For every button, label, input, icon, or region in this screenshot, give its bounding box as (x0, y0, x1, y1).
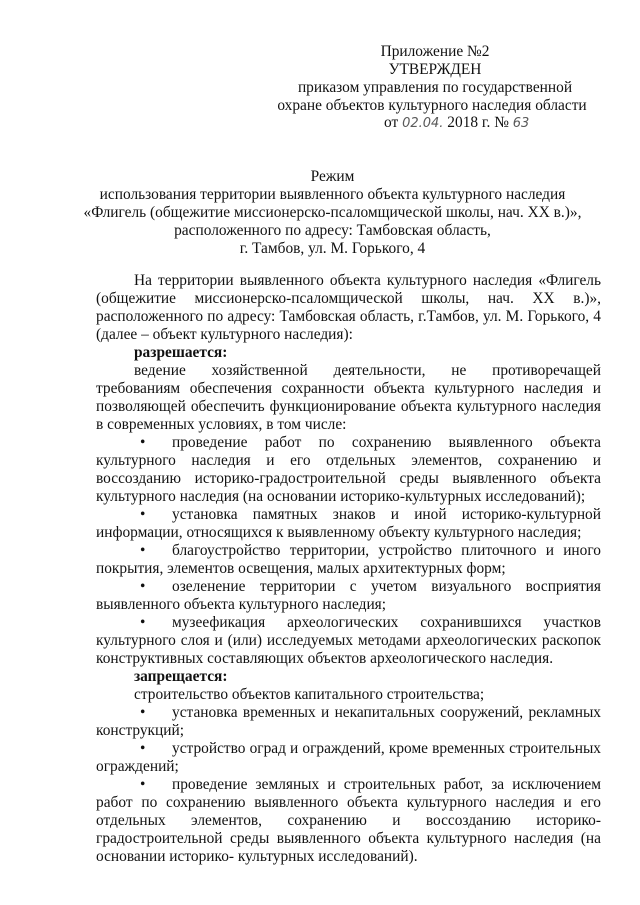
approved-label: УТВЕРЖДЕН (388, 61, 482, 78)
allowed-bullet-text: благоустройство территории, устройство плиточного и иного покрытия, элементов освещения, малых архитектурных форм; (96, 542, 601, 577)
allowed-bullet-text: музеефикация археологических сохранившихся участков культурного слоя и (или) исследуемых методами археологических раскопок конструктивных составляющих объектов археологического наследия. (96, 614, 601, 667)
order-line-1: приказом управления по государственной (297, 79, 573, 96)
bullet-symbol: • (140, 614, 146, 631)
order-line-2: охране объектов культурного наследия области (277, 97, 587, 114)
bullet-symbol: • (140, 578, 146, 595)
title-line-4: г. Тамбов, ул. М. Горького, 4 (239, 240, 426, 257)
date-prefix: от (384, 114, 399, 131)
forbidden-bullet-text: установка временных и некапитальных сооружений, рекламных конструкций; (96, 704, 601, 739)
bullet-symbol: • (140, 776, 146, 793)
allowed-bullet-1 (96, 434, 601, 506)
intro-paragraph: На территории выявленного объекта культурного наследия «Флигель (общежитие миссионерско-псаломщической школы, нач. XX в.)», расположенного по адресу: Тамбовская область, г.Тамбов, ул. М. Горького, 4 (далее – объект культурного наследия): (96, 272, 601, 343)
forbidden-bullet-2 (96, 740, 601, 776)
forbidden-bullet-3 (96, 776, 601, 866)
bullet-symbol: • (140, 434, 146, 451)
allowed-heading: разрешается: (134, 344, 228, 361)
bullet-symbol: • (140, 506, 146, 523)
allowed-bullet-2 (96, 506, 601, 542)
allowed-bullet-3 (96, 542, 601, 578)
allowed-bullet-5 (96, 614, 601, 668)
allowed-bullet-text: установка памятных знаков и иной историко-культурной информации, относящихся к выявленному объекту культурного наследия; (96, 506, 601, 541)
appendix-number: Приложение №2 (380, 43, 490, 60)
forbidden-bullet-text: устройство оград и ограждений, кроме временных строительных ограждений; (96, 740, 601, 775)
bullet-symbol: • (140, 704, 146, 721)
bullet-symbol: • (140, 740, 146, 757)
title-line-3: расположенного по адресу: Тамбовская область, (174, 222, 491, 239)
date-year: 2018 г. (447, 114, 491, 131)
forbidden-text: строительство объектов капитального строительства; (134, 686, 485, 703)
title-line-2: «Флигель (общежитие миссионерско-псаломщической школы, нач. XX в.)», (83, 204, 582, 221)
allowed-bullet-text: озеленение территории с учетом визуального восприятия выявленного объекта культурного наследия; (96, 578, 601, 613)
allowed-text: ведение хозяйственной деятельности, не противоречащей требованиям обеспечения сохранности объекта культурного наследия и позволяющей обеспечить функционирование объекта культурного наследия в современных условиях, в том числе: (96, 362, 601, 433)
forbidden-heading: запрещается: (134, 668, 228, 685)
regime-title: Режим (310, 168, 355, 185)
forbidden-bullet-1 (96, 704, 601, 740)
title-line-1: использования территории выявленного объекта культурного наследия (99, 186, 566, 203)
order-date-line (384, 114, 529, 133)
forbidden-bullet-text: проведение земляных и строительных работ, за исключением работ по сохранению выявленного объекта культурного наследия и его отдельных элементов, сохранению и воссозданию историко-градостроительной среды выявленного объекта культурного наследия (на основании историко- культурных исследований). (96, 776, 601, 865)
handwritten-date: 02.04. (402, 116, 444, 131)
bullet-symbol: • (140, 542, 146, 559)
number-prefix: № (494, 114, 509, 131)
allowed-bullet-text: проведение работ по сохранению выявленного объекта культурного наследия и его отдельных элементов, сохранению и воссозданию историко-градостроительной среды выявленного объекта культурного наследия (на основании историко-культурных исследований); (96, 434, 601, 505)
handwritten-number: 63 (512, 116, 530, 131)
allowed-bullet-4 (96, 578, 601, 614)
